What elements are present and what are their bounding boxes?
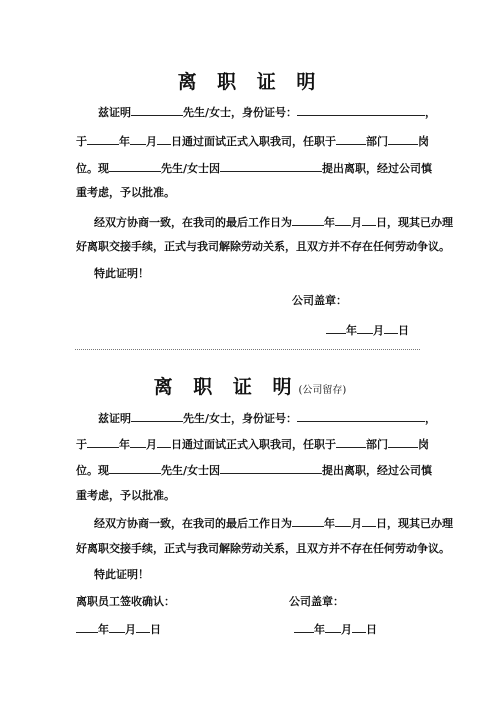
resign-line bbox=[76, 462, 432, 478]
consider-text: 重考虑，予以批准。 bbox=[76, 489, 175, 502]
day-text: 日 bbox=[150, 623, 161, 636]
join-text: 于 bbox=[76, 135, 87, 148]
intro-text: 兹证明 bbox=[98, 412, 131, 425]
join-desc-text: 日通过面试正式入职我司，任职于 bbox=[171, 135, 336, 148]
employee-day-blank[interactable] bbox=[136, 621, 150, 633]
seal-date bbox=[326, 322, 409, 338]
join-month-blank[interactable] bbox=[130, 436, 146, 448]
last-day-day-blank[interactable] bbox=[362, 214, 376, 226]
id-number-blank[interactable] bbox=[297, 410, 425, 422]
join-text: 于 bbox=[76, 438, 87, 451]
department-text: 部门 bbox=[366, 438, 388, 451]
position-blank[interactable] bbox=[388, 436, 418, 448]
year-text: 年 bbox=[324, 517, 335, 530]
company-seal-label bbox=[292, 294, 347, 308]
handover-line bbox=[76, 240, 450, 254]
resign-text: 位。现 bbox=[76, 464, 109, 477]
intro-text: 兹证明 bbox=[98, 106, 131, 119]
last-day-month-blank[interactable] bbox=[335, 214, 351, 226]
day-text: 日 bbox=[366, 623, 377, 636]
reason-blank[interactable] bbox=[220, 462, 322, 474]
join-desc-text: 日通过面试正式入职我司，任职于 bbox=[171, 438, 336, 451]
month-text: 月 bbox=[146, 438, 157, 451]
year-text: 年 bbox=[346, 324, 357, 337]
company-year-blank[interactable] bbox=[294, 621, 314, 633]
title-text: 离 职 证 明 bbox=[153, 376, 299, 398]
employee-sign-label bbox=[76, 595, 175, 609]
join-day-blank[interactable] bbox=[157, 436, 171, 448]
last-day-year-blank[interactable] bbox=[292, 515, 324, 527]
employee-year-blank[interactable] bbox=[76, 621, 98, 633]
seal-month-blank[interactable] bbox=[357, 322, 373, 334]
last-day-year-blank[interactable] bbox=[292, 214, 324, 226]
month-text: 月 bbox=[146, 135, 157, 148]
seal-year-blank[interactable] bbox=[326, 322, 346, 334]
company-seal-label bbox=[289, 595, 344, 609]
year-text: 年 bbox=[119, 135, 130, 148]
join-day-blank[interactable] bbox=[157, 133, 171, 145]
agreement-line bbox=[94, 214, 453, 230]
year-text: 年 bbox=[324, 216, 335, 229]
department-blank[interactable] bbox=[336, 436, 366, 448]
resign-name-blank[interactable] bbox=[109, 462, 161, 474]
hereby-text: 特此证明！ bbox=[94, 267, 149, 280]
company-month-blank[interactable] bbox=[325, 621, 341, 633]
seal-text: 公司盖章： bbox=[292, 294, 347, 307]
reason-label: 先生/女士因 bbox=[161, 162, 221, 175]
id-label: 先生/女士，身份证号： bbox=[183, 106, 298, 119]
consider-line bbox=[76, 489, 175, 503]
resign-name-blank[interactable] bbox=[109, 160, 161, 172]
agreement-line bbox=[94, 515, 453, 531]
position-text: 岗 bbox=[418, 438, 429, 451]
handover-line bbox=[76, 542, 450, 556]
certificate-copy-title bbox=[0, 372, 500, 399]
agreement-text: 经双方协商一致，在我司的最后工作日为 bbox=[94, 517, 292, 530]
handled-text: 日，现其已办理 bbox=[376, 216, 453, 229]
name-blank[interactable] bbox=[131, 410, 183, 422]
id-label: 先生/女士，身份证号： bbox=[183, 412, 298, 425]
month-text: 月 bbox=[351, 517, 362, 530]
consider-line bbox=[76, 186, 175, 200]
handover-text: 好离职交接手续，正式与我司解除劳动关系，且双方并不存在任何劳动争议。 bbox=[76, 542, 450, 555]
company-seal-date bbox=[294, 621, 377, 637]
position-blank[interactable] bbox=[388, 133, 418, 145]
consider-text: 重考虑，予以批准。 bbox=[76, 186, 175, 199]
agreement-text: 经双方协商一致，在我司的最后工作日为 bbox=[94, 216, 292, 229]
hereby-text: 特此证明！ bbox=[94, 568, 149, 581]
month-text: 月 bbox=[373, 324, 384, 337]
title-text: 离 职 证 明 bbox=[177, 71, 323, 93]
employee-sign-text: 离职员工签收确认： bbox=[76, 595, 175, 608]
day-text: 日 bbox=[398, 324, 409, 337]
cut-divider bbox=[75, 349, 420, 350]
hereby-line bbox=[94, 267, 149, 281]
intro-line bbox=[98, 410, 436, 426]
company-day-blank[interactable] bbox=[352, 621, 366, 633]
month-text: 月 bbox=[341, 623, 352, 636]
company-copy-note: (公司留存) bbox=[298, 385, 347, 396]
position-text: 岗 bbox=[418, 135, 429, 148]
intro-line bbox=[98, 104, 436, 120]
month-text: 月 bbox=[125, 623, 136, 636]
resign-approval-text: 提出离职，经过公司慎 bbox=[322, 464, 433, 477]
handover-text: 好离职交接手续，正式与我司解除劳动关系，且双方并不存在任何劳动争议。 bbox=[76, 240, 450, 253]
year-text: 年 bbox=[314, 623, 325, 636]
id-number-blank[interactable] bbox=[297, 104, 425, 116]
reason-blank[interactable] bbox=[220, 160, 322, 172]
year-text: 年 bbox=[119, 438, 130, 451]
name-blank[interactable] bbox=[131, 104, 183, 116]
handled-text: 日，现其已办理 bbox=[376, 517, 453, 530]
employee-sign-date bbox=[76, 621, 161, 637]
join-line bbox=[76, 436, 429, 452]
department-text: 部门 bbox=[366, 135, 388, 148]
comma-text: ， bbox=[425, 412, 437, 425]
certificate-title bbox=[0, 67, 500, 94]
year-text: 年 bbox=[98, 623, 109, 636]
comma-text: ， bbox=[425, 106, 437, 119]
department-blank[interactable] bbox=[336, 133, 366, 145]
join-month-blank[interactable] bbox=[130, 133, 146, 145]
resign-line bbox=[76, 160, 432, 176]
join-year-blank[interactable] bbox=[87, 436, 119, 448]
month-text: 月 bbox=[351, 216, 362, 229]
last-day-month-blank[interactable] bbox=[335, 515, 351, 527]
seal-text: 公司盖章： bbox=[289, 595, 344, 608]
hereby-line bbox=[94, 568, 149, 582]
join-year-blank[interactable] bbox=[87, 133, 119, 145]
employee-month-blank[interactable] bbox=[109, 621, 125, 633]
last-day-day-blank[interactable] bbox=[362, 515, 376, 527]
resign-text: 位。现 bbox=[76, 162, 109, 175]
seal-day-blank[interactable] bbox=[384, 322, 398, 334]
resign-approval-text: 提出离职，经过公司慎 bbox=[322, 162, 433, 175]
join-line bbox=[76, 133, 429, 149]
reason-label: 先生/女士因 bbox=[161, 464, 221, 477]
